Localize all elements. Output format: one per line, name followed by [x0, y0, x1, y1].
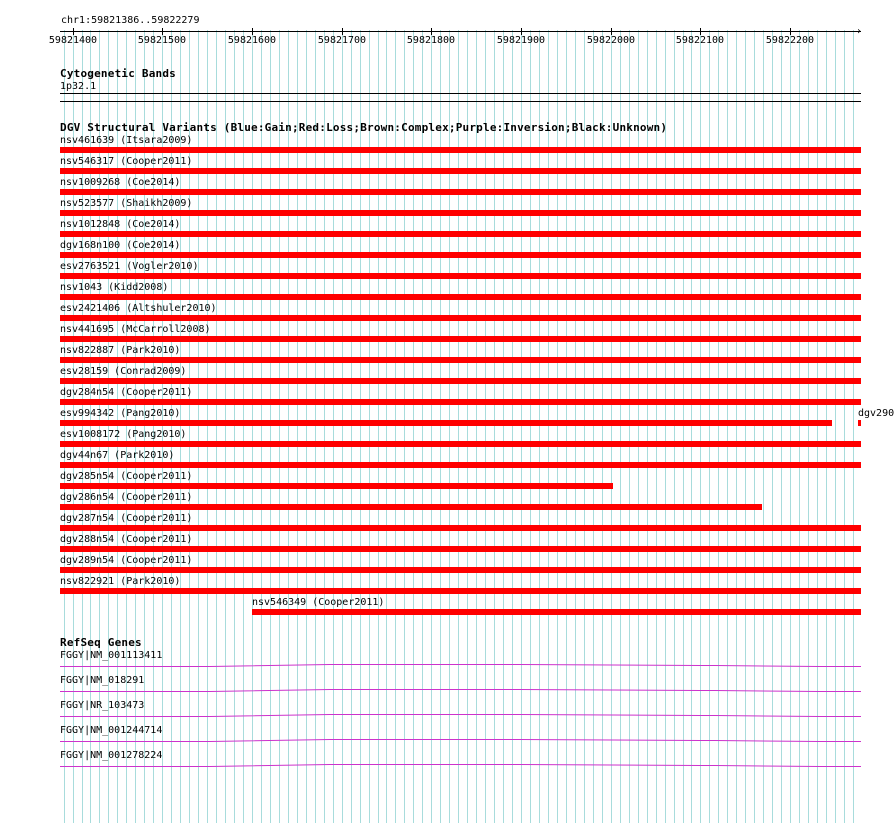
variant-label[interactable]: dgv287n54 (Cooper2011) [60, 513, 193, 524]
variant-label[interactable]: esv28159 (Conrad2009) [60, 366, 187, 377]
variant-label[interactable]: dgv288n54 (Cooper2011) [60, 534, 193, 545]
variant-label[interactable]: nsv461639 (Itsara2009) [60, 135, 193, 146]
variant-bar[interactable] [858, 420, 861, 426]
variant-label[interactable]: nsv546349 (Cooper2011) [252, 597, 385, 608]
ruler-tick-label: 59822000 [586, 35, 636, 46]
ruler-tick-label: 59821500 [137, 35, 187, 46]
gene-label[interactable]: FGGY|NR_103473 [60, 700, 145, 711]
variant-bar[interactable] [60, 441, 861, 447]
cytoband-bottom-line [60, 101, 861, 102]
ruler-tick [162, 28, 163, 35]
variant-label[interactable]: dgv168n100 (Coe2014) [60, 240, 181, 251]
variant-label[interactable]: dgv286n54 (Cooper2011) [60, 492, 193, 503]
variant-bar[interactable] [60, 231, 861, 237]
variant-bar[interactable] [60, 273, 861, 279]
variant-label[interactable]: nsv1012848 (Coe2014) [60, 219, 181, 230]
ruler-tick [700, 28, 701, 35]
ruler-tick-label: 59821400 [48, 35, 98, 46]
ruler-tick-label: 59821600 [227, 35, 277, 46]
variant-bar[interactable] [60, 546, 861, 552]
variant-bar[interactable] [60, 525, 861, 531]
ruler-tick-label: 59821900 [496, 35, 546, 46]
ruler-tick [790, 28, 791, 35]
ruler-tick-label: 59822200 [765, 35, 815, 46]
variant-label[interactable]: dgv44n67 (Park2010) [60, 450, 175, 461]
ruler-tick-label: 59821800 [406, 35, 456, 46]
ruler-tick [342, 28, 343, 35]
variant-bar[interactable] [60, 168, 861, 174]
variant-bar[interactable] [60, 210, 861, 216]
ruler-tick [73, 28, 74, 35]
ruler-tick [431, 28, 432, 35]
cytoband-label: 1p32.1 [60, 81, 97, 92]
variant-bar[interactable] [60, 378, 861, 384]
gene-label[interactable]: FGGY|NM_001244714 [60, 725, 163, 736]
variant-bar[interactable] [60, 315, 861, 321]
gene-label[interactable]: FGGY|NM_001113411 [60, 650, 163, 661]
variant-label[interactable]: dgv289n54 (Cooper2011) [60, 555, 193, 566]
ruler-tick-label: 59822100 [675, 35, 725, 46]
ruler-axis [60, 31, 861, 32]
variant-bar[interactable] [60, 252, 861, 258]
variant-bar[interactable] [60, 357, 861, 363]
variant-label[interactable]: nsv1043 (Kidd2008) [60, 282, 169, 293]
variant-bar[interactable] [60, 147, 861, 153]
variant-bar[interactable] [60, 420, 832, 426]
gene-label[interactable]: FGGY|NM_018291 [60, 675, 145, 686]
variant-label[interactable]: nsv523577 (Shaikh2009) [60, 198, 193, 209]
variant-bar[interactable] [252, 609, 861, 615]
variant-bar[interactable] [60, 336, 861, 342]
variant-bar[interactable] [60, 189, 861, 195]
variant-bar[interactable] [60, 588, 861, 594]
variant-label[interactable]: esv2421406 (Altshuler2010) [60, 303, 217, 314]
variant-label[interactable]: dgv284n54 (Cooper2011) [60, 387, 193, 398]
variant-label[interactable]: dgv290 [858, 408, 894, 419]
ruler-tick [611, 28, 612, 35]
variant-label[interactable]: esv994342 (Pang2010) [60, 408, 181, 419]
variant-bar[interactable] [60, 399, 861, 405]
cytoband-top-line [60, 93, 861, 94]
variant-label[interactable]: nsv546317 (Cooper2011) [60, 156, 193, 167]
variant-bar[interactable] [60, 567, 861, 573]
variant-label[interactable]: esv2763521 (Vogler2010) [60, 261, 199, 272]
variant-bar[interactable] [60, 294, 861, 300]
gene-label[interactable]: FGGY|NM_001278224 [60, 750, 163, 761]
ruler-tick-label: 59821700 [317, 35, 367, 46]
variant-label[interactable]: nsv822887 (Park2010) [60, 345, 181, 356]
variant-label[interactable]: esv1008172 (Pang2010) [60, 429, 187, 440]
ruler-tick [252, 28, 253, 35]
variant-label[interactable]: nsv1009268 (Coe2014) [60, 177, 181, 188]
dgv-track-title: DGV Structural Variants (Blue:Gain;Red:Loss;Brown:Complex;Purple:Inversion;Black:Unknown) [60, 121, 668, 134]
variant-bar[interactable] [60, 504, 762, 510]
cytoband-track-title: Cytogenetic Bands [60, 67, 176, 80]
refseq-track-title: RefSeq Genes [60, 636, 142, 649]
ruler-arrow-icon: › [856, 26, 863, 37]
variant-bar[interactable] [60, 462, 861, 468]
variant-label[interactable]: nsv822921 (Park2010) [60, 576, 181, 587]
variant-label[interactable]: dgv285n54 (Cooper2011) [60, 471, 193, 482]
ruler-tick [521, 28, 522, 35]
region-label: chr1:59821386..59822279 [61, 15, 200, 26]
variant-bar[interactable] [60, 483, 613, 489]
variant-label[interactable]: nsv441695 (McCarroll2008) [60, 324, 211, 335]
